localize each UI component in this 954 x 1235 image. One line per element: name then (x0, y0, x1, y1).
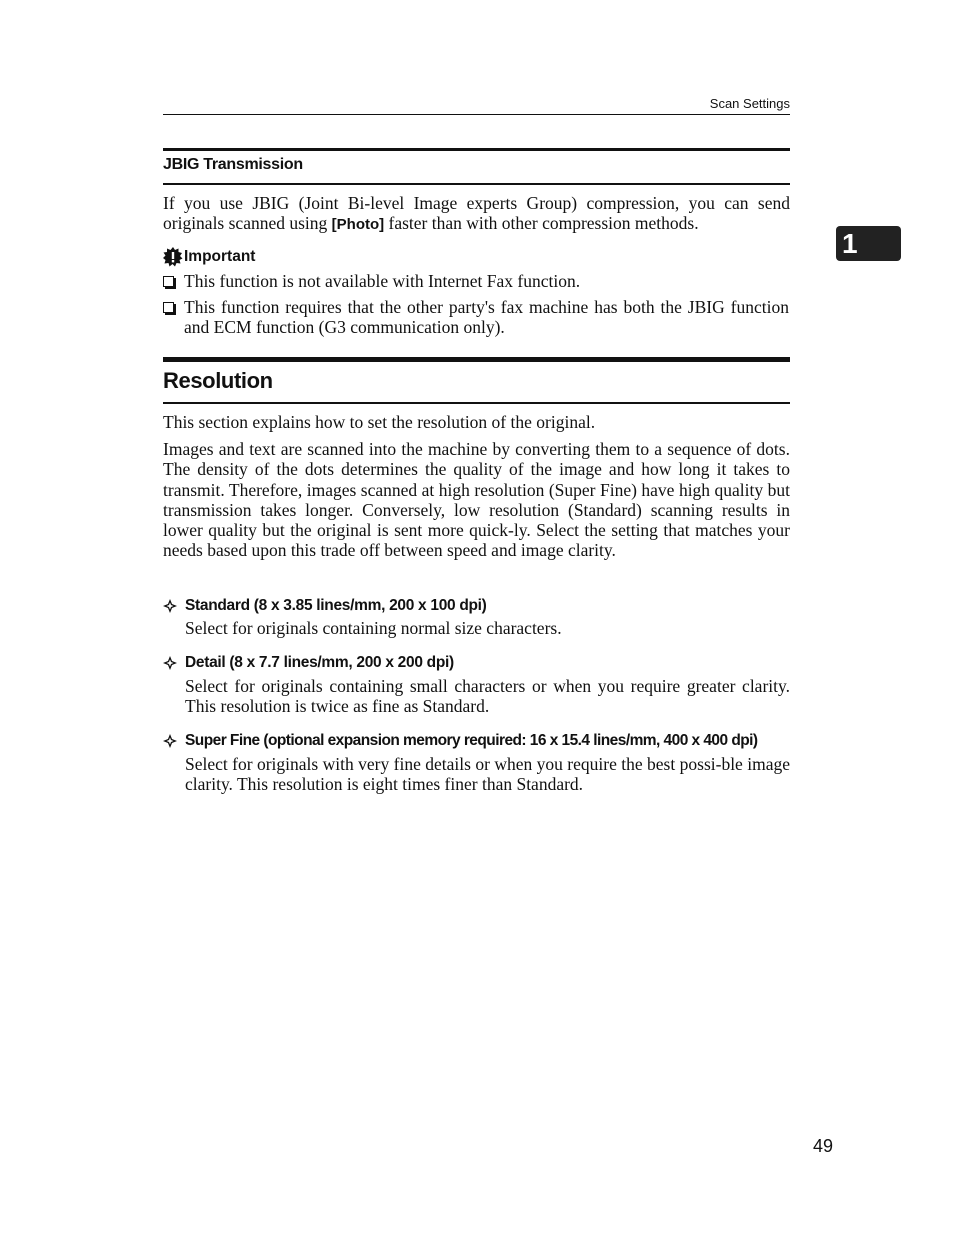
resolution-body: Images and text are scanned into the machine by converting them to a sequence of dots. The density of the dots determines the quality of the image and how long it takes to transmit. Therefore, images scanned at high resolution (Super Fine) have high quality but transmission takes longer. Conversely, low resolution (Standard) scanning results in lower quality but the original is sent more quick-ly. Select the setting that matches your needs based upon this trade off between speed and image clarity. (163, 439, 790, 561)
jbig-heading: JBIG Transmission (163, 156, 303, 173)
resolution-option-heading (163, 597, 487, 615)
resolution-option-description: Select for originals containing normal size characters. (185, 618, 562, 638)
diamond-bullet-icon (163, 599, 177, 613)
resolution-heading-rule (163, 402, 790, 404)
bullet-text: This function is not available with Internet Fax function. (184, 271, 581, 291)
resolution-intro: This section explains how to set the resolution of the original. (163, 412, 596, 432)
photo-keyword: [Photo] (331, 216, 385, 234)
section-heading-rule (163, 183, 790, 185)
header-rule (163, 114, 790, 115)
diamond-bullet-icon (163, 656, 177, 670)
bullet-text: This function requires that the other party's fax machine has both the JBIG function and ECM function (G3 communication only). (184, 297, 789, 338)
important-label: Important (184, 248, 256, 265)
chapter-tab: 1 (836, 226, 901, 261)
running-header: Scan Settings (709, 96, 790, 111)
resolution-option-description: Select for originals with very fine details or when you require the best possi-ble image clarity. This resolution is eight times finer than Standard. (185, 754, 790, 795)
resolution-heading: Resolution (163, 368, 273, 393)
resolution-option-title: Super Fine (optional expansion memory required: 16 x 15.4 lines/mm, 400 x 400 dpi) (185, 732, 758, 749)
checkbox-bullet-icon (163, 276, 174, 287)
checkbox-bullet-icon (163, 302, 174, 313)
resolution-option-heading (163, 732, 758, 750)
resolution-option-title: Standard (8 x 3.85 lines/mm, 200 x 100 dpi) (185, 597, 487, 614)
jbig-intro-text: If you use JBIG (Joint Bi-level Image experts Group) compression, you can send originals scanned using (163, 193, 790, 234)
resolution-option-description: Select for originals containing small characters or when you require greater clarity. This resolution is twice as fine as Standard. (185, 676, 790, 717)
important-note-heading (163, 247, 255, 267)
page-number: 49 (813, 1136, 834, 1156)
important-bullet (163, 271, 790, 291)
important-icon (163, 247, 183, 267)
important-bullet (163, 297, 790, 338)
resolution-option-heading (163, 654, 454, 672)
resolution-option-title: Detail (8 x 7.7 lines/mm, 200 x 200 dpi) (185, 654, 454, 671)
jbig-intro-text-end: faster than with other compression methods. (384, 213, 699, 234)
resolution-top-rule (163, 357, 790, 362)
diamond-bullet-icon (163, 734, 177, 748)
jbig-intro-paragraph (163, 193, 790, 236)
section-top-rule (163, 148, 790, 151)
